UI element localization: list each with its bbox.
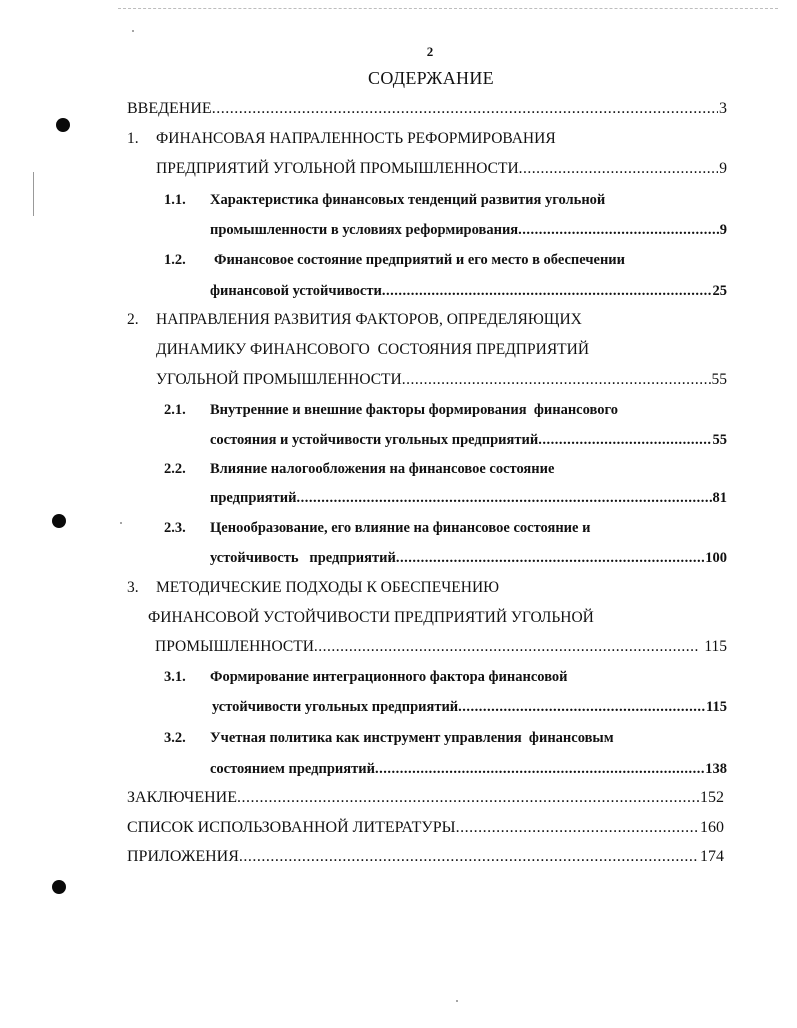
toc-entry-text: Влияние налогообложения на финансовое состояние [210, 461, 555, 477]
toc-leader-dots [402, 368, 711, 392]
toc-leader-dots [518, 218, 719, 242]
toc-entry-text: Учетная политика как инструмент управления финансовым [210, 730, 614, 746]
toc-entry-text: МЕТОДИЧЕСКИЕ ПОДХОДЫ К ОБЕСПЕЧЕНИЮ [156, 579, 500, 596]
toc-entry-text: ФИНАНСОВОЙ УСТОЙЧИВОСТИ ПРЕДПРИЯТИЙ УГОЛЬНОЙ [148, 609, 594, 626]
toc-section-number: 2.3. [164, 520, 186, 536]
toc-entry-text: ПРИЛОЖЕНИЯ [127, 848, 239, 865]
scan-speck [456, 1000, 458, 1002]
toc-page-number: 55 [711, 371, 727, 388]
toc-section-1-1-title[interactable] [164, 188, 605, 212]
toc-section-1-2-title[interactable] [164, 248, 625, 272]
toc-leader-dots [212, 97, 718, 121]
toc-entry-introduction[interactable] [127, 97, 727, 121]
toc-section-2-2-title[interactable] [164, 457, 554, 481]
toc-page-number: 25 [712, 283, 727, 299]
toc-entry-appendix[interactable] [127, 845, 724, 869]
toc-page-number: 174 [700, 848, 724, 865]
toc-entry-text: Характеристика финансовых тенденций развития угольной [210, 192, 606, 208]
toc-page-number: 152 [700, 789, 724, 806]
toc-section-3-2-continuation[interactable] [210, 757, 727, 781]
toc-chapter-2-line-2[interactable] [156, 338, 589, 362]
toc-entry-text: Формирование интеграционного фактора финансовой [210, 669, 568, 685]
toc-leader-dots [538, 428, 711, 452]
toc-entry-text: УГОЛЬНОЙ ПРОМЫШЛЕННОСТИ [156, 371, 402, 388]
toc-section-2-3-continuation[interactable] [210, 546, 727, 570]
toc-entry-text: устойчивости угольных предприятий [212, 699, 459, 715]
toc-entry-text: Внутренние и внешние факторы формирования финансового [210, 402, 618, 418]
toc-section-3-1-continuation[interactable] [212, 695, 727, 719]
toc-chapter-1-title[interactable] [127, 127, 556, 151]
toc-section-2-1-continuation[interactable] [210, 428, 727, 452]
toc-leader-dots [458, 695, 705, 719]
toc-entry-text: ВВЕДЕНИЕ [127, 100, 212, 117]
toc-leader-dots [239, 845, 699, 869]
page-number: 2 [426, 44, 434, 59]
toc-page-number: 81 [712, 490, 727, 506]
binder-hole-top [56, 118, 70, 132]
toc-page-number: 9 [719, 222, 727, 238]
toc-page-number: 138 [705, 761, 727, 777]
toc-chapter-1-continuation[interactable] [156, 157, 727, 181]
toc-chapter-number: 3. [127, 579, 139, 596]
binder-hole-middle [52, 514, 66, 528]
toc-chapter-3-continuation[interactable] [155, 635, 727, 659]
toc-section-number: 1.1. [164, 192, 186, 208]
toc-chapter-2-continuation[interactable] [156, 368, 727, 392]
toc-section-number: 3.1. [164, 669, 186, 685]
toc-page-number: 3 [719, 100, 727, 117]
toc-leader-dots [296, 486, 711, 510]
toc-section-number: 1.2. [164, 252, 186, 268]
toc-entry-text: Ценообразование, его влияние на финансовое состояние и [210, 520, 591, 536]
toc-entry-references[interactable] [127, 816, 724, 840]
toc-chapter-3-title[interactable] [127, 576, 499, 600]
toc-section-number: 3.2. [164, 730, 186, 746]
toc-entry-text: финансовой устойчивости [210, 283, 382, 299]
toc-leader-dots [396, 546, 704, 570]
toc-page-number: 100 [705, 550, 727, 566]
binder-hole-bottom [52, 880, 66, 894]
toc-entry-text: состоянием предприятий [210, 761, 375, 777]
toc-entry-text: ФИНАНСОВАЯ НАПРАЛЕННОСТЬ РЕФОРМИРОВАНИЯ [156, 130, 556, 147]
toc-leader-dots [382, 279, 712, 303]
toc-entry-text: ПРОМЫШЛЕННОСТИ [155, 638, 314, 655]
toc-section-1-1-continuation[interactable] [210, 218, 727, 242]
toc-chapter-3-line-2[interactable] [148, 606, 594, 630]
toc-chapter-number: 2. [127, 311, 139, 328]
toc-page-number: 9 [719, 160, 727, 177]
page-title: СОДЕРЖАНИЕ [368, 68, 494, 88]
toc-section-number: 2.2. [164, 461, 186, 477]
toc-leader-dots [314, 635, 698, 659]
toc-entry-text: СПИСОК ИСПОЛЬЗОВАННОЙ ЛИТЕРАТУРЫ [127, 819, 456, 836]
toc-section-3-2-title[interactable] [164, 726, 614, 750]
toc-entry-text: предприятий [210, 490, 297, 506]
toc-entry-text: Финансовое состояние предприятий и его место в обеспечении [214, 252, 626, 268]
toc-entry-conclusion[interactable] [127, 786, 724, 810]
toc-chapter-number: 1. [127, 130, 139, 147]
scan-speck [120, 522, 122, 524]
toc-entry-text: устойчивость предприятий [210, 550, 396, 566]
toc-entry-text: ПРЕДПРИЯТИЙ УГОЛЬНОЙ ПРОМЫШЛЕННОСТИ [156, 160, 519, 177]
toc-chapter-2-title[interactable] [127, 308, 582, 332]
scan-speck [132, 30, 134, 32]
toc-page-number: 160 [700, 819, 724, 836]
toc-section-2-3-title[interactable] [164, 516, 590, 540]
toc-page-number: 55 [712, 432, 727, 448]
toc-section-2-1-title[interactable] [164, 398, 618, 422]
toc-section-number: 2.1. [164, 402, 186, 418]
toc-entry-text: состояния и устойчивости угольных предприятий [210, 432, 539, 448]
scan-top-border [118, 8, 778, 9]
toc-page-number: 115 [704, 638, 727, 655]
toc-entry-text: ДИНАМИКУ ФИНАНСОВОГО СОСТОЯНИЯ ПРЕДПРИЯТИЙ [156, 341, 590, 358]
toc-section-2-2-continuation[interactable] [210, 486, 727, 510]
toc-entry-text: НАПРАВЛЕНИЯ РАЗВИТИЯ ФАКТОРОВ, ОПРЕДЕЛЯЮЩИХ [156, 311, 582, 328]
toc-section-3-1-title[interactable] [164, 665, 568, 689]
toc-leader-dots [375, 757, 704, 781]
toc-leader-dots [237, 786, 699, 810]
toc-entry-text: ЗАКЛЮЧЕНИЕ [127, 789, 237, 806]
toc-leader-dots [519, 157, 719, 181]
toc-entry-text: промышленности в условиях реформирования [210, 222, 519, 238]
toc-page-number: 115 [706, 699, 727, 715]
toc-section-1-2-continuation[interactable] [210, 279, 727, 303]
toc-leader-dots [456, 816, 699, 840]
scan-artifact-line [33, 172, 34, 216]
